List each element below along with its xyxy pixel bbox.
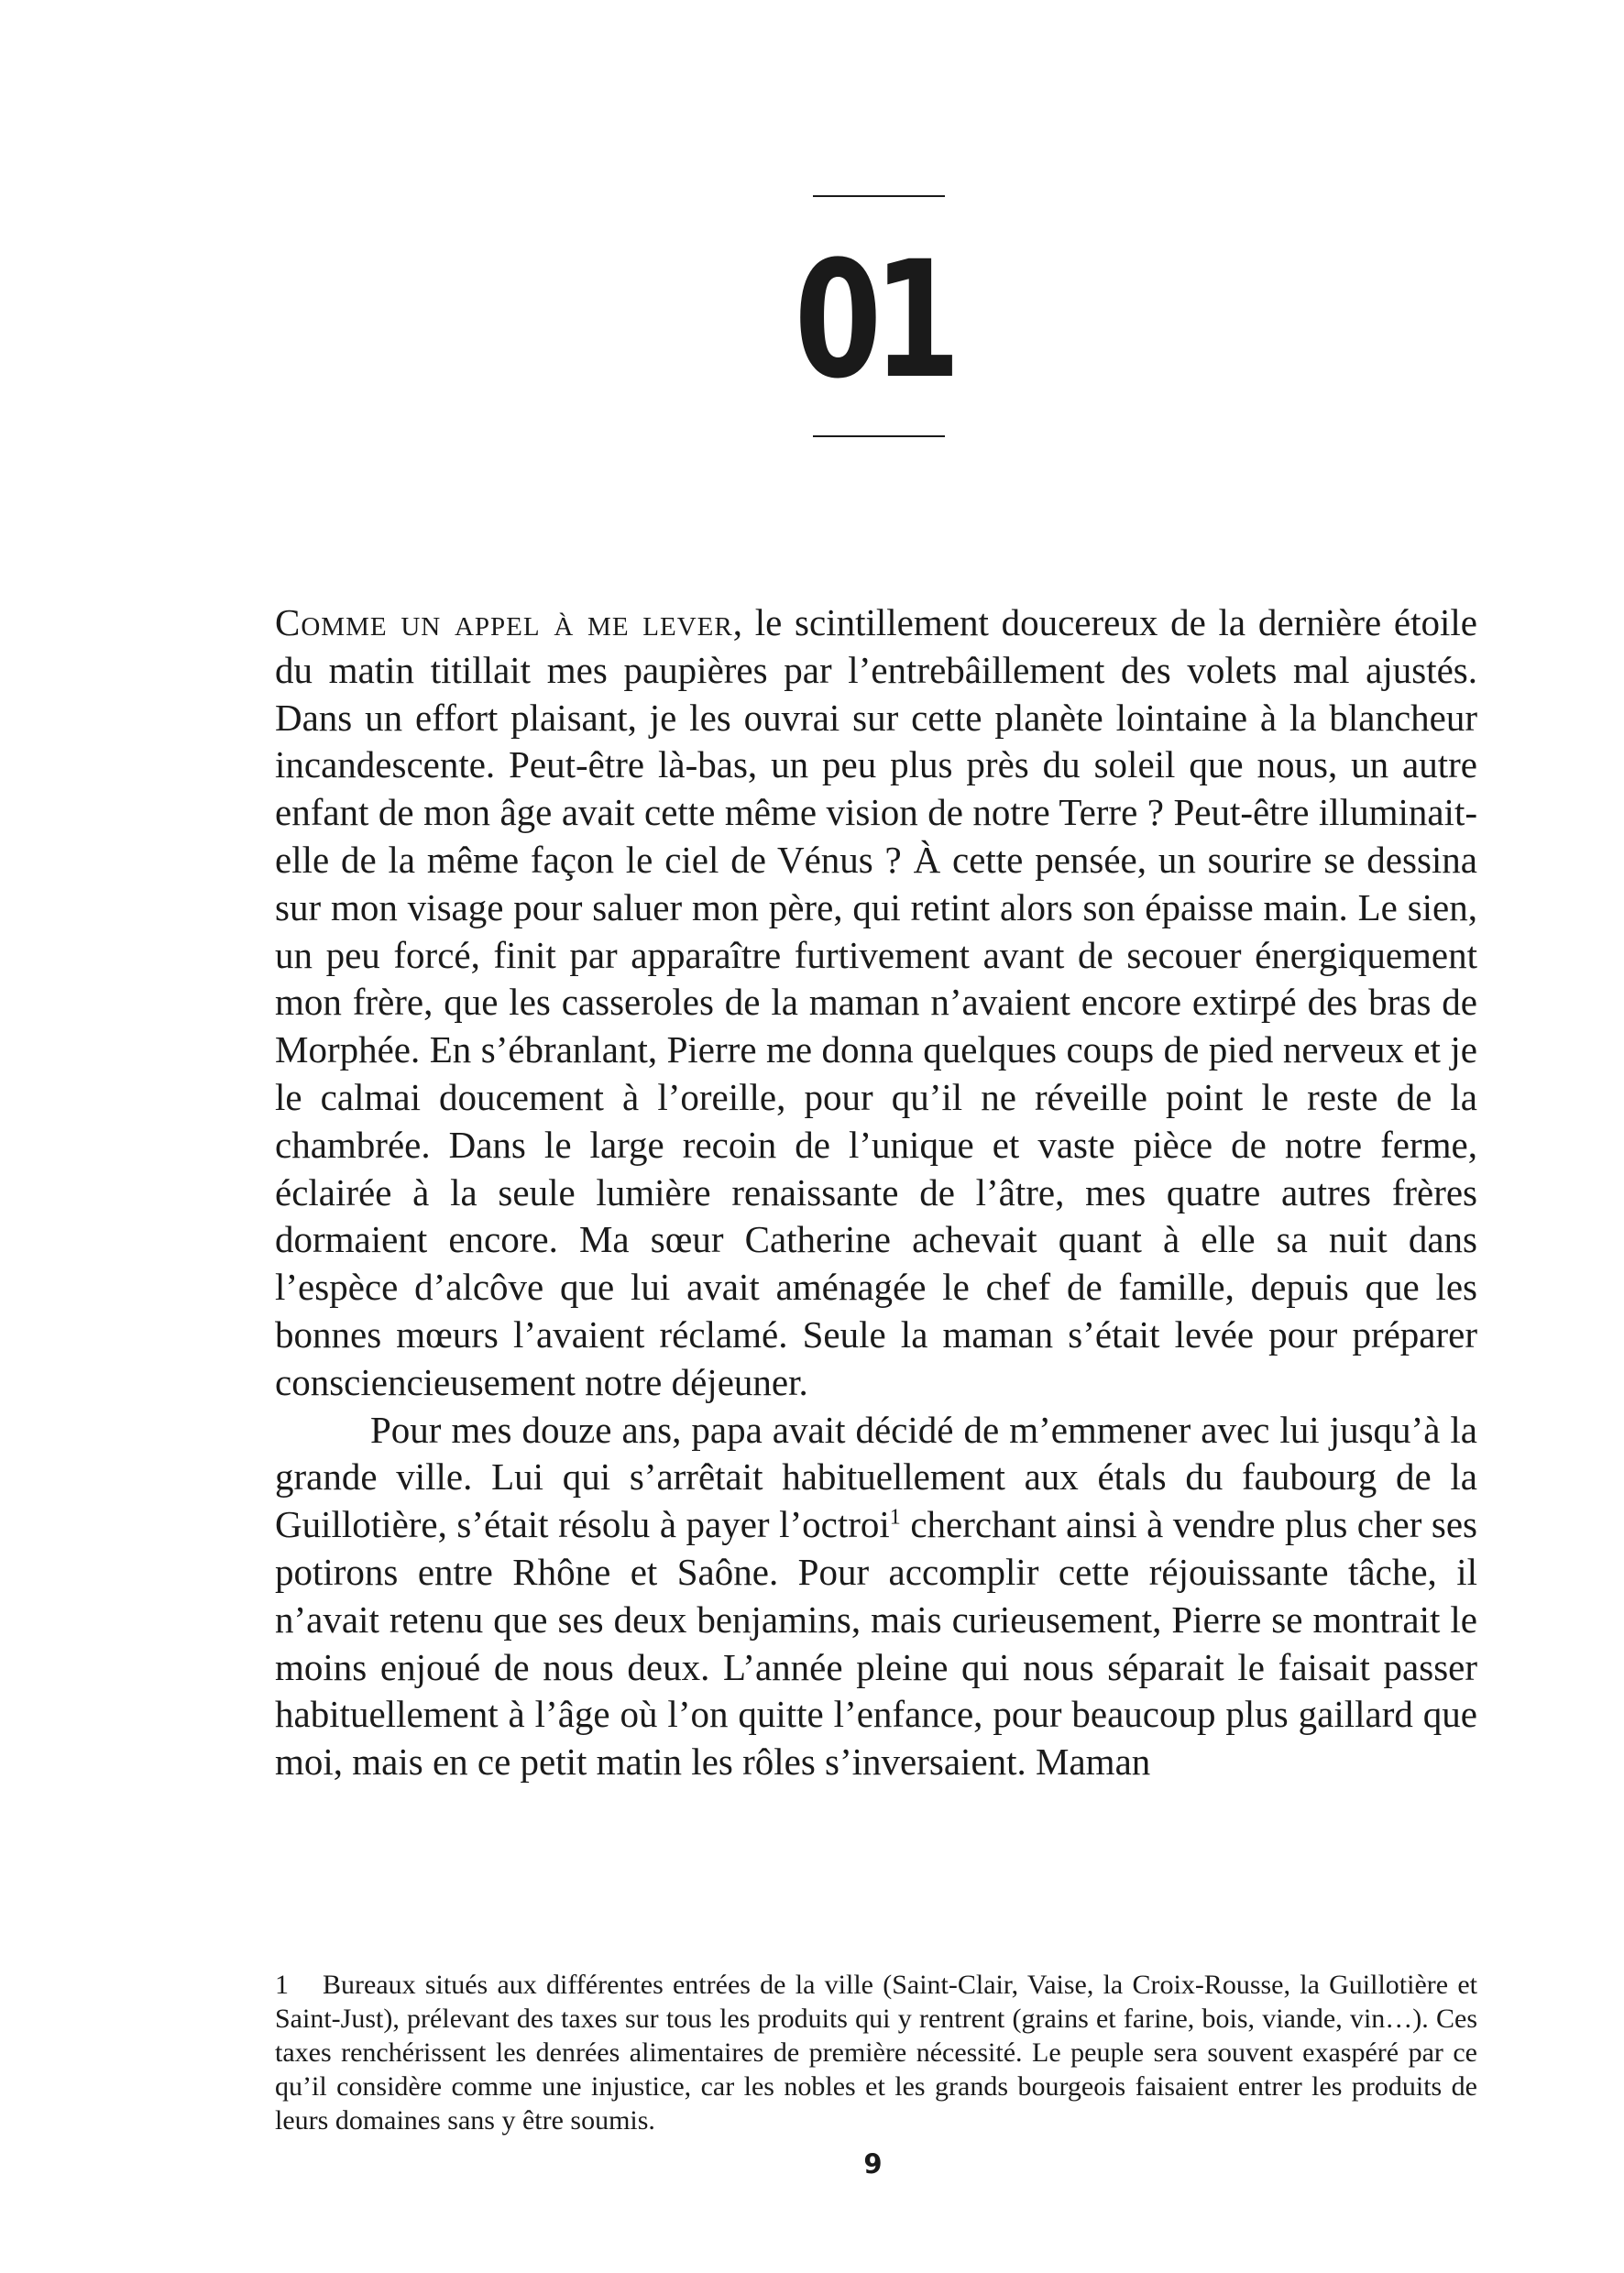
footnote-number: 1 [275,1970,289,2000]
footnote-text: Bureaux situés aux différentes entrées de la ville (Saint-Clair, Vaise, la Croix-Rousse, la Guillotière et Saint-Just), prélevant des taxes sur tous les produits qui y rentrent (grains et farine, bois, viande, vin…). Ces taxes renchérissent les denrées alimentaires de première nécessité. Le peuple sera souvent exaspéré par ce qu’il considère comme une injustice, car les nobles et les grands bourgeois faisaient entrer les produits de leurs domaines sans y être soumis. [275,1970,1477,2136]
paragraph-2 [275,1407,1477,1786]
paragraph-1 [275,599,1477,1407]
chapter-rule-top [813,195,945,197]
body-text [275,599,1477,1786]
paragraph-2-text-before: Pour mes douze ans, papa avait décidé de m’emmener avec lui jusqu’à la grande ville. Lui qui s’arrêtait habituellement aux étals du faubourg de la Guillotière, s’était résolu à payer l’octroi [275,1408,1477,1546]
footnote-reference[interactable]: 1 [889,1505,901,1530]
page-number: 9 [863,2148,883,2180]
chapter-number: 01 [794,226,952,414]
paragraph-2-text-after: cherchant ainsi à vendre plus cher ses potirons entre Rhône et Saône. Pour accomplir cette réjouissante tâche, il n’avait retenu que ses deux benjamins, mais curieusement, Pierre se montrait le moins enjoué de nous deux. L’année pleine qui nous séparait le faisait passer habituellement à l’âge où l’on quitte l’enfance, pour beaucoup plus gaillard que moi, mais en ce petit matin les rôles s’inversaient. Maman [275,1503,1477,1784]
footnote [275,1968,1477,2137]
chapter-rule-bottom [813,435,945,437]
paragraph-1-text: , le scintillement doucereux de la dernière étoile du matin titillait mes paupières par l’entrebâillement des volets mal ajustés. Dans un effort plaisant, je les ouvrai sur cette planète lointaine à la blancheur incandescente. Peut-être là-bas, un peu plus près du soleil que nous, un autre enfant de mon âge avait cette même vision de notre Terre ? Peut-être illuminait-elle de la même façon le ciel de Vénus ? À cette pensée, un sourire se dessina sur mon visage pour saluer mon père, qui retint alors son épaisse main. Le sien, un peu forcé, finit par apparaître furtivement avant de secouer énergiquement mon frère, que les casseroles de la maman n’avaient encore extirpé des bras de Morphée. En s’ébranlant, Pierre me donna quelques coups de pied nerveux et je le calmai doucement à l’oreille, pour qu’il ne réveille point le reste de la chambrée. Dans le large recoin de l’unique et vaste pièce de notre ferme, éclairée à la seule lumière renaissante de l’âtre, mes quatre autres frères dormaient encore. Ma sœur Catherine achevait quant à elle sa nuit dans l’espèce d’alcôve que lui avait aménagée le chef de famille, depuis que les bonnes mœurs l’avaient réclamé. Seule la maman s’était levée pour préparer consciencieusement notre déjeuner. [275,601,1477,1403]
paragraph-lead-in: Comme un appel à me lever [275,601,733,643]
